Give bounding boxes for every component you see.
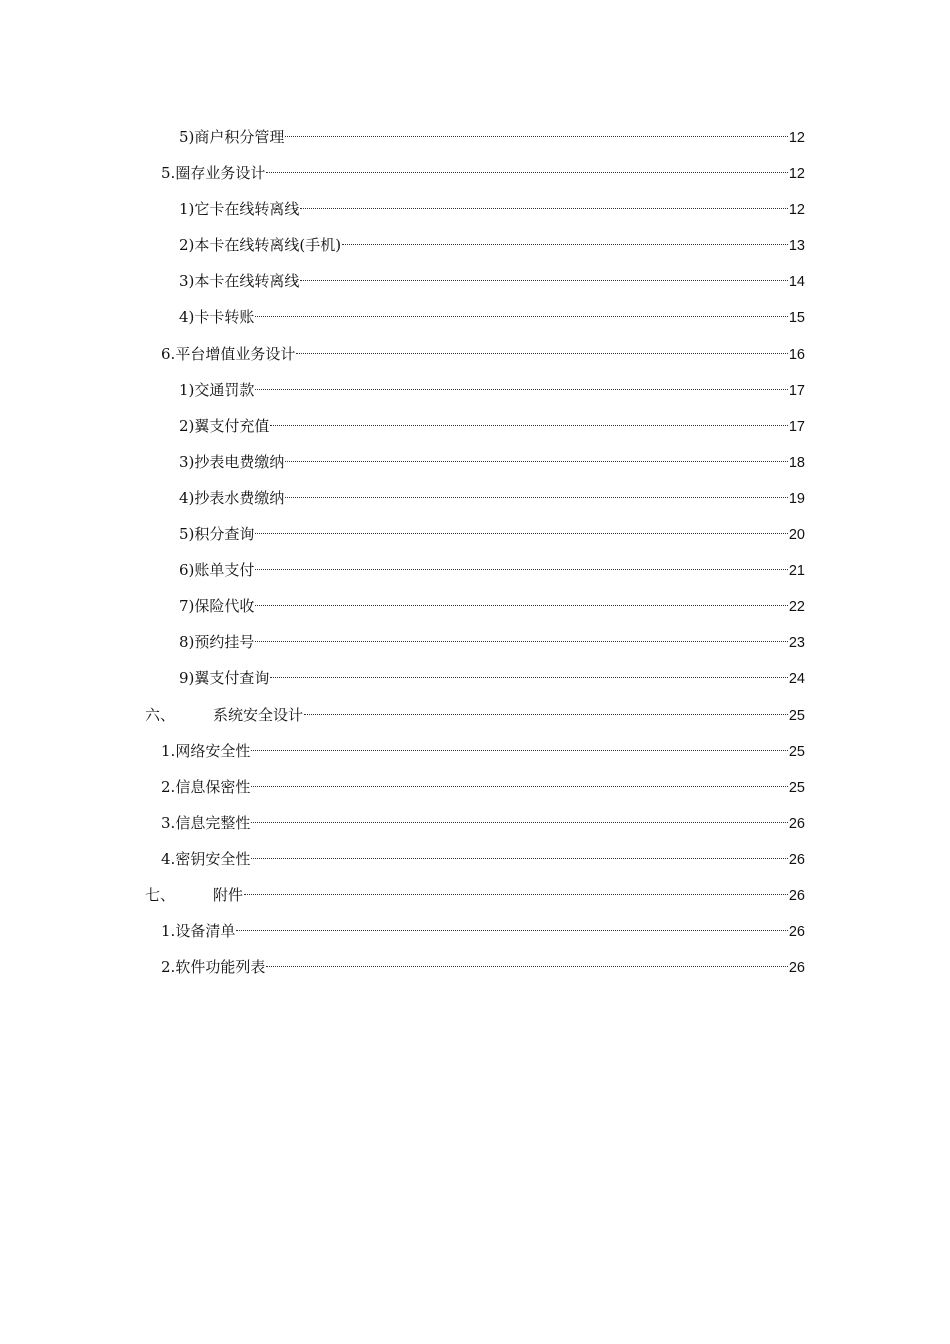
- toc-entry-page-number: 25: [788, 743, 805, 760]
- toc-entry[interactable]: [0, 160, 950, 196]
- toc-entry-page-number: 17: [788, 382, 805, 399]
- toc-entry-line: [179, 665, 805, 692]
- toc-entry[interactable]: [0, 268, 950, 304]
- toc-entry-number: 5): [179, 525, 195, 544]
- toc-entry-title: 翼支付查询: [194, 669, 270, 688]
- toc-entry-number: 1.: [161, 741, 176, 760]
- toc-dot-leader: [255, 605, 787, 606]
- toc-dot-leader: [285, 461, 787, 462]
- toc-entry-line: [161, 846, 805, 873]
- toc-entry-title: 系统安全设计: [213, 705, 304, 724]
- toc-entry-page-number: 25: [788, 707, 805, 724]
- toc-entry-page-number: 16: [788, 346, 805, 363]
- toc-entry[interactable]: [0, 196, 950, 232]
- toc-entry-title: 它卡在线转离线: [194, 200, 300, 219]
- toc-dot-leader: [251, 858, 788, 859]
- toc-entry-line: [179, 196, 805, 223]
- toc-entry-number: 3.: [161, 813, 176, 832]
- toc-entry[interactable]: [0, 665, 950, 701]
- toc-entry-page-number: 12: [788, 202, 805, 219]
- toc-entry-page-number: 21: [788, 563, 805, 580]
- toc-entry[interactable]: [0, 738, 950, 774]
- toc-entry[interactable]: [0, 377, 950, 413]
- toc-entry-line: [179, 485, 805, 512]
- toc-entry-line: [179, 593, 805, 620]
- table-of-contents: [0, 124, 950, 990]
- toc-entry-title: 圈存业务设计: [175, 164, 266, 183]
- toc-entry-number: 6.: [161, 344, 176, 363]
- toc-entry-number: 5): [179, 128, 195, 146]
- toc-entry-title: 密钥安全性: [175, 849, 251, 868]
- toc-dot-leader: [255, 569, 787, 570]
- toc-entry-number: 9): [179, 669, 195, 688]
- toc-entry-title: 附件: [213, 885, 244, 904]
- toc-entry[interactable]: [0, 774, 950, 810]
- toc-dot-leader: [266, 966, 788, 967]
- toc-entry-page-number: 26: [788, 887, 805, 904]
- toc-entry-line: [161, 774, 805, 801]
- toc-entry-line: [161, 341, 805, 368]
- toc-entry-page-number: 13: [788, 238, 805, 255]
- toc-entry-number: 8): [179, 633, 195, 652]
- toc-entry-line: [161, 954, 805, 981]
- toc-dot-leader: [270, 425, 787, 426]
- toc-entry[interactable]: [0, 485, 950, 521]
- toc-dot-leader: [270, 677, 787, 678]
- toc-entry-number: 2.: [161, 958, 176, 977]
- toc-entry-line: [179, 268, 805, 295]
- toc-dot-leader: [236, 930, 788, 931]
- toc-entry-number: 七、: [145, 885, 176, 904]
- toc-entry-title: 保险代收: [194, 597, 255, 616]
- toc-entry[interactable]: [0, 593, 950, 629]
- toc-entry-number: 3): [179, 452, 195, 471]
- toc-dot-leader: [251, 786, 788, 787]
- toc-entry-number: 4.: [161, 849, 176, 868]
- toc-entry-number: 1): [179, 200, 195, 219]
- toc-entry[interactable]: [0, 449, 950, 485]
- toc-dot-leader: [304, 714, 788, 715]
- toc-entry-number: 2): [179, 236, 195, 255]
- toc-dot-leader: [300, 280, 787, 281]
- toc-entry-number: 3): [179, 272, 195, 291]
- toc-entry-title: 抄表水费缴纳: [194, 488, 285, 507]
- toc-entry-page-number: 14: [788, 274, 805, 291]
- toc-entry-number: 7): [179, 597, 195, 616]
- toc-entry[interactable]: [0, 810, 950, 846]
- toc-entry-page-number: 23: [788, 635, 805, 652]
- toc-entry-page-number: 12: [788, 166, 805, 183]
- toc-entry-line: [145, 702, 805, 729]
- toc-entry-number: 1.: [161, 922, 176, 941]
- toc-entry-title: 翼支付充值: [194, 416, 270, 435]
- toc-entry[interactable]: [0, 702, 950, 738]
- toc-dot-leader: [251, 822, 788, 823]
- toc-entry-page-number: 15: [788, 310, 805, 327]
- toc-dot-leader: [251, 750, 788, 751]
- toc-entry-line: [161, 810, 805, 837]
- toc-entry-line: [161, 160, 805, 187]
- toc-entry-title: 信息保密性: [175, 777, 251, 796]
- toc-dot-leader: [255, 389, 787, 390]
- toc-entry-page-number: 26: [788, 924, 805, 941]
- toc-dot-leader: [255, 641, 787, 642]
- toc-entry-page-number: 20: [788, 527, 805, 544]
- toc-entry[interactable]: [0, 232, 950, 268]
- toc-entry-line: [179, 232, 805, 259]
- toc-entry-title: 抄表电费缴纳: [194, 452, 285, 471]
- toc-entry-line: [179, 304, 805, 331]
- toc-entry-title: 账单支付: [194, 561, 255, 580]
- toc-entry-title: 预约挂号: [194, 633, 255, 652]
- toc-dot-leader: [300, 208, 787, 209]
- toc-entry-page-number: 19: [788, 490, 805, 507]
- toc-dot-leader: [285, 136, 787, 137]
- toc-entry-page-number: 24: [788, 671, 805, 688]
- toc-entry-title: 网络安全性: [175, 741, 251, 760]
- toc-entry-page-number: 18: [788, 454, 805, 471]
- toc-entry[interactable]: [0, 304, 950, 340]
- toc-entry-line: [179, 449, 805, 476]
- toc-entry-title: 本卡在线转离线: [194, 272, 300, 291]
- toc-dot-leader: [296, 353, 788, 354]
- toc-entry-number: 6): [179, 561, 195, 580]
- toc-entry[interactable]: [0, 341, 950, 377]
- toc-entry-line: [145, 882, 805, 909]
- toc-entry-title: 软件功能列表: [175, 958, 266, 977]
- toc-entry-line: [179, 629, 805, 656]
- toc-entry-title: 商户积分管理: [194, 128, 285, 146]
- toc-entry-page-number: 26: [788, 960, 805, 977]
- toc-entry-page-number: 12: [788, 130, 805, 146]
- toc-entry[interactable]: [0, 521, 950, 557]
- toc-entry-line: [179, 413, 805, 440]
- toc-dot-leader: [244, 894, 788, 895]
- toc-entry-page-number: 25: [788, 779, 805, 796]
- toc-entry-line: [179, 521, 805, 548]
- toc-entry-number: 5.: [161, 164, 176, 183]
- toc-entry[interactable]: [0, 882, 950, 918]
- toc-dot-leader: [266, 172, 788, 173]
- toc-entry-page-number: 17: [788, 418, 805, 435]
- toc-entry-number: 2): [179, 416, 195, 435]
- toc-entry-line: [161, 918, 805, 945]
- toc-entry-page-number: 22: [788, 599, 805, 616]
- toc-entry-line: [179, 124, 805, 151]
- toc-entry[interactable]: [0, 413, 950, 449]
- toc-entry-title: 本卡在线转离线(手机): [194, 236, 342, 255]
- toc-dot-leader: [285, 497, 787, 498]
- toc-entry-title: 卡卡转账: [194, 308, 255, 327]
- toc-entry[interactable]: [0, 629, 950, 665]
- toc-entry[interactable]: [0, 954, 950, 990]
- toc-entry-number: 六、: [145, 705, 176, 724]
- toc-entry-number: 4): [179, 308, 195, 327]
- toc-entry-number: 2.: [161, 777, 176, 796]
- toc-dot-leader: [255, 316, 787, 317]
- toc-entry-line: [179, 377, 805, 404]
- toc-dot-leader: [255, 533, 787, 534]
- toc-entry-page-number: 26: [788, 815, 805, 832]
- toc-entry-title: 信息完整性: [175, 813, 251, 832]
- toc-entry-title: 设备清单: [175, 922, 236, 941]
- toc-entry-number: 1): [179, 380, 195, 399]
- toc-entry-title: 平台增值业务设计: [175, 344, 296, 363]
- toc-entry[interactable]: [0, 846, 950, 882]
- toc-entry-title: 交通罚款: [194, 380, 255, 399]
- toc-entry[interactable]: [0, 124, 950, 160]
- toc-entry-title: 积分查询: [194, 525, 255, 544]
- toc-entry-page-number: 26: [788, 851, 805, 868]
- toc-entry[interactable]: [0, 557, 950, 593]
- toc-entry-number: 4): [179, 488, 195, 507]
- toc-entry[interactable]: [0, 918, 950, 954]
- toc-entry-line: [161, 738, 805, 765]
- toc-entry-line: [179, 557, 805, 584]
- toc-dot-leader: [342, 244, 788, 245]
